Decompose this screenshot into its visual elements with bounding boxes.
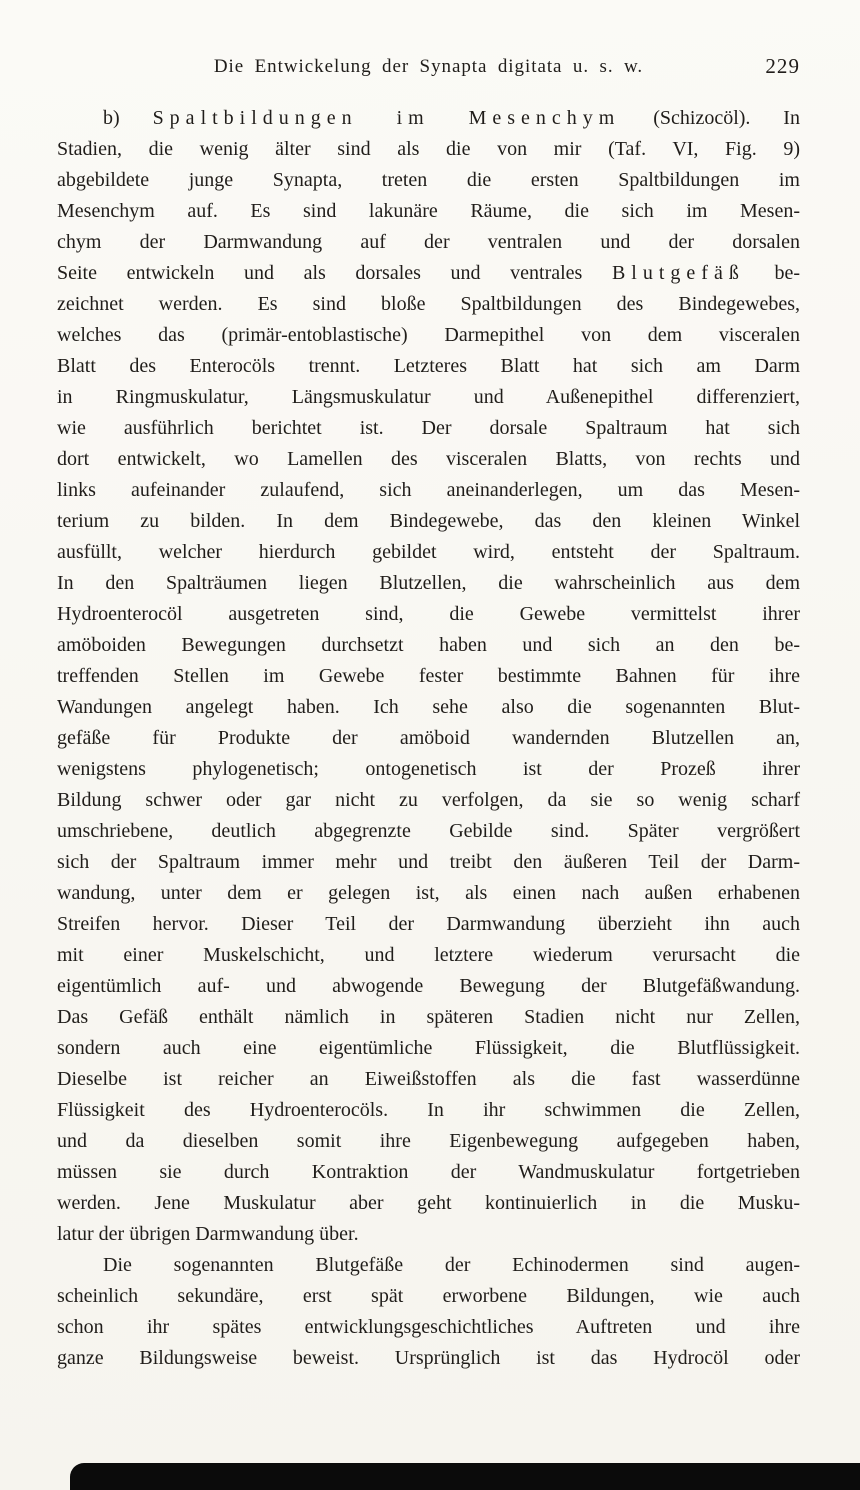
text-line [57, 692, 800, 723]
text-line [57, 1126, 800, 1157]
text-line [57, 599, 800, 630]
text-segment: mit einer Muskelschicht, und letztere wiederum verursacht die [57, 944, 800, 966]
text-segment: ganze Bildungsweise beweist. Ursprünglich ist das Hydrocöl oder [57, 1347, 800, 1369]
emphasized-spaced-text: Spaltbildungen im Mesenchym [152, 107, 621, 129]
text-line [57, 878, 800, 909]
text-line [57, 1064, 800, 1095]
text-line [57, 1219, 800, 1250]
text-segment: (Schizocöl). In [620, 107, 800, 129]
text-segment: zeichnet werden. Es sind bloße Spaltbildungen des Bindegewebes, [57, 293, 800, 315]
text-line [57, 816, 800, 847]
text-segment: Seite entwickeln und als dorsales und ventrales [57, 262, 612, 284]
text-line [57, 382, 800, 413]
page-number: 229 [765, 54, 800, 78]
text-segment: Blatt des Enterocöls trennt. Letzteres Blatt hat sich am Darm [57, 355, 800, 377]
text-segment: abgebildete junge Synapta, treten die ersten Spaltbildungen im [57, 169, 800, 191]
text-segment: latur der übrigen Darmwandung über. [57, 1223, 359, 1245]
text-segment: links aufeinander zulaufend, sich aneinanderlegen, um das Mesen- [57, 479, 800, 501]
text-line [57, 1095, 800, 1126]
text-segment: eigentümlich auf- und abwogende Bewegung der Blutgefäßwandung. [57, 975, 800, 997]
text-segment: in Ringmuskulatur, Längsmuskulatur und Außenepithel differenziert, [57, 386, 800, 408]
page-header [57, 56, 800, 86]
text-segment: b) [103, 107, 153, 129]
text-segment: sondern auch eine eigentümliche Flüssigkeit, die Blutflüssigkeit. [57, 1037, 800, 1059]
text-line [57, 661, 800, 692]
emphasized-spaced-text: Blutgefäß [611, 262, 745, 284]
text-line [57, 103, 800, 134]
text-segment: scheinlich sekundäre, erst spät erworbene Bildungen, wie auch [57, 1285, 800, 1307]
text-segment: sich der Spaltraum immer mehr und treibt den äußeren Teil der Darm- [57, 851, 800, 873]
text-segment: ausfüllt, welcher hierdurch gebildet wird, entsteht der Spaltraum. [57, 541, 800, 563]
text-segment: umschriebene, deutlich abgegrenzte Gebilde sind. Später vergrößert [57, 820, 800, 842]
text-line [57, 940, 800, 971]
text-line [57, 785, 800, 816]
text-line [57, 568, 800, 599]
text-segment: wandung, unter dem er gelegen ist, als einen nach außen erhabenen [57, 882, 800, 904]
text-line [57, 1002, 800, 1033]
text-line [57, 134, 800, 165]
body-text [57, 103, 800, 1374]
text-segment: terium zu bilden. In dem Bindegewebe, das den kleinen Winkel [57, 510, 800, 532]
text-line [57, 847, 800, 878]
text-line [57, 258, 800, 289]
text-segment: Flüssigkeit des Hydroenterocöls. In ihr schwimmen die Zellen, [57, 1099, 800, 1121]
text-line [57, 351, 800, 382]
text-segment: Mesenchym auf. Es sind lakunäre Räume, die sich im Mesen- [57, 200, 800, 222]
text-segment: chym der Darmwandung auf der ventralen und der dorsalen [57, 231, 800, 253]
text-segment: Streifen hervor. Dieser Teil der Darmwandung überzieht ihn auch [57, 913, 800, 935]
text-segment: welches das (primär-entoblastische) Darmepithel von dem visceralen [57, 324, 800, 346]
text-line [57, 723, 800, 754]
text-line [57, 971, 800, 1002]
text-segment: werden. Jene Muskulatur aber geht kontinuierlich in die Musku- [57, 1192, 800, 1214]
text-line [57, 475, 800, 506]
text-line [57, 1250, 800, 1281]
text-line [57, 754, 800, 785]
text-segment: dort entwickelt, wo Lamellen des visceralen Blatts, von rechts und [57, 448, 800, 470]
text-line [57, 630, 800, 661]
text-segment: müssen sie durch Kontraktion der Wandmuskulatur fortgetrieben [57, 1161, 800, 1183]
text-segment: und da dieselben somit ihre Eigenbewegung aufgegeben haben, [57, 1130, 800, 1152]
text-line [57, 1188, 800, 1219]
text-line [57, 413, 800, 444]
text-segment: Hydroenterocöl ausgetreten sind, die Gewebe vermittelst ihrer [57, 603, 800, 625]
text-segment: wie ausführlich berichtet ist. Der dorsale Spaltraum hat sich [57, 417, 800, 439]
text-segment: Die sogenannten Blutgefäße der Echinodermen sind augen- [103, 1254, 800, 1276]
text-line [57, 196, 800, 227]
text-segment: amöboiden Bewegungen durchsetzt haben und sich an den be- [57, 634, 800, 656]
text-segment: Wandungen angelegt haben. Ich sehe also die sogenannten Blut- [57, 696, 800, 718]
text-line [57, 1033, 800, 1064]
text-line [57, 227, 800, 258]
text-line [57, 1157, 800, 1188]
text-segment: wenigstens phylogenetisch; ontogenetisch ist der Prozeß ihrer [57, 758, 800, 780]
text-line [57, 1343, 800, 1374]
text-segment: In den Spalträumen liegen Blutzellen, die wahrscheinlich aus dem [57, 572, 800, 594]
text-segment: Bildung schwer oder gar nicht zu verfolgen, da sie so wenig scharf [57, 789, 800, 811]
text-segment: be- [744, 262, 800, 284]
text-line [57, 320, 800, 351]
text-line [57, 1281, 800, 1312]
text-line [57, 444, 800, 475]
text-segment: Das Gefäß enthält nämlich in späteren Stadien nicht nur Zellen, [57, 1006, 800, 1028]
running-title: Die Entwickelung der Synapta digitata u. s. w. [213, 56, 644, 77]
text-segment: gefäße für Produkte der amöboid wandernden Blutzellen an, [57, 727, 800, 749]
text-line [57, 909, 800, 940]
text-line [57, 1312, 800, 1343]
text-segment: Dieselbe ist reicher an Eiweißstoffen als die fast wasserdünne [57, 1068, 800, 1090]
text-line [57, 289, 800, 320]
text-segment: Stadien, die wenig älter sind als die von mir (Taf. VI, Fig. 9) [57, 138, 800, 160]
text-line [57, 165, 800, 196]
text-segment: treffenden Stellen im Gewebe fester bestimmte Bahnen für ihre [57, 665, 800, 687]
text-segment: schon ihr spätes entwicklungsgeschichtliches Auftreten und ihre [57, 1316, 800, 1338]
scan-edge-bar [70, 1463, 860, 1490]
text-line [57, 537, 800, 568]
text-line [57, 506, 800, 537]
